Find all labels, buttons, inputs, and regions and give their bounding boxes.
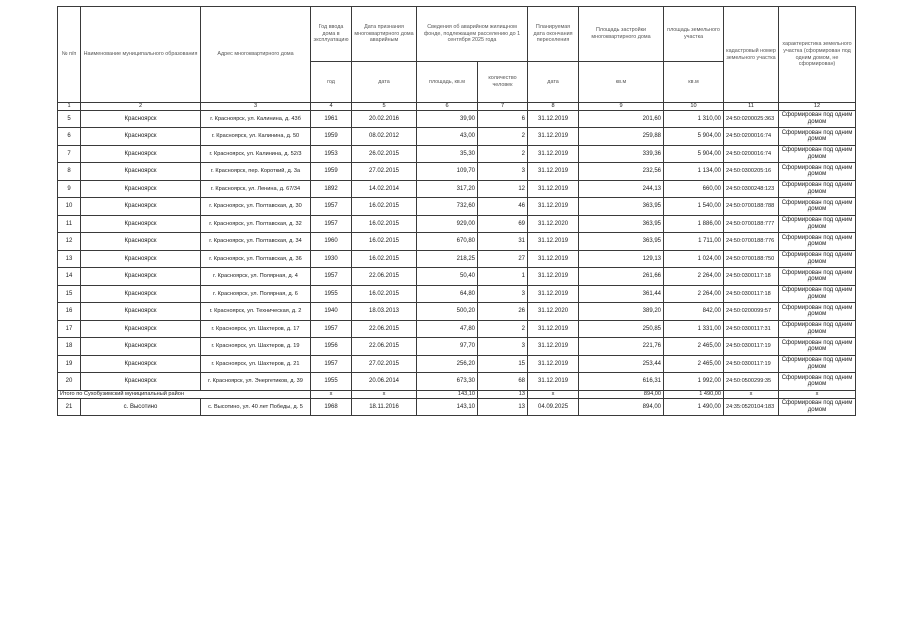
planned-date-cell: 31.12.2019 — [528, 355, 579, 373]
emergency-date-cell: 27.02.2015 — [352, 163, 417, 181]
planned-date-cell: 31.12.2019 — [528, 180, 579, 198]
row-number: 13 — [58, 250, 81, 268]
planned-date-cell: 31.12.2019 — [528, 163, 579, 181]
emergency-date-cell: 16.02.2015 — [352, 233, 417, 251]
people-cell: 12 — [478, 180, 528, 198]
total-d2: х — [528, 390, 579, 398]
total-year: х — [311, 390, 352, 398]
row-number: 16 — [58, 303, 81, 321]
table-row — [58, 303, 856, 321]
characteristic-cell: Сформирован под одним домом — [779, 180, 856, 198]
characteristic-cell: Сформирован под одним домом — [779, 128, 856, 146]
row-number: 5 — [58, 110, 81, 128]
emergency-date-cell: 14.02.2014 — [352, 180, 417, 198]
total-area: 143,10 — [417, 390, 478, 398]
building-area-cell: 129,13 — [579, 250, 664, 268]
cadastral-cell: 24:50:0700188:750 — [724, 250, 779, 268]
header-address: Адрес многоквартирного дома — [201, 7, 311, 103]
municipality-cell: Красноярск — [81, 233, 201, 251]
address-cell: г. Красноярск, ул. Шахтеров, д. 17 — [201, 320, 311, 338]
emergency-date-cell: 18.11.2016 — [352, 398, 417, 416]
plot-area-cell: 1 992,00 — [664, 373, 724, 391]
building-area-cell: 201,60 — [579, 110, 664, 128]
table-row — [58, 180, 856, 198]
municipality-cell: Красноярск — [81, 320, 201, 338]
emergency-date-cell: 22.06.2015 — [352, 338, 417, 356]
year-cell: 1930 — [311, 250, 352, 268]
municipality-cell: Красноярск — [81, 198, 201, 216]
cadastral-cell: 24:50:0700188:776 — [724, 233, 779, 251]
municipality-cell: Красноярск — [81, 268, 201, 286]
people-cell: 46 — [478, 198, 528, 216]
table-row — [58, 198, 856, 216]
area-cell: 109,70 — [417, 163, 478, 181]
year-cell: 1940 — [311, 303, 352, 321]
planned-date-cell: 31.12.2019 — [528, 233, 579, 251]
year-cell: 1957 — [311, 355, 352, 373]
address-cell: г. Красноярск, ул. Энергетиков, д. 39 — [201, 373, 311, 391]
address-cell: г. Красноярск, ул. Полтавская, д. 34 — [201, 233, 311, 251]
column-number: 10 — [664, 103, 724, 111]
cadastral-cell: 24:50:0300117:19 — [724, 355, 779, 373]
plot-area-cell: 660,00 — [664, 180, 724, 198]
municipality-cell: Красноярск — [81, 373, 201, 391]
row-number: 11 — [58, 215, 81, 233]
address-cell: г. Красноярск, ул. Полярная, д. 6 — [201, 285, 311, 303]
plot-area-cell: 2 264,00 — [664, 285, 724, 303]
header-num: № п/п — [58, 7, 81, 103]
building-area-cell: 363,95 — [579, 198, 664, 216]
area-cell: 97,70 — [417, 338, 478, 356]
characteristic-cell: Сформирован под одним домом — [779, 233, 856, 251]
municipality-cell: Красноярск — [81, 180, 201, 198]
area-cell: 218,25 — [417, 250, 478, 268]
building-area-cell: 261,66 — [579, 268, 664, 286]
cadastral-cell: 24:50:0300205:16 — [724, 163, 779, 181]
column-number: 2 — [81, 103, 201, 111]
people-cell: 2 — [478, 320, 528, 338]
header-building-area: Площадь застройки многоквартирного дома — [579, 7, 664, 62]
building-area-cell: 250,85 — [579, 320, 664, 338]
characteristic-cell: Сформирован под одним домом — [779, 320, 856, 338]
subheader-year: год — [311, 62, 352, 103]
row-number: 10 — [58, 198, 81, 216]
planned-date-cell: 31.12.2020 — [528, 303, 579, 321]
plot-area-cell: 1 134,00 — [664, 163, 724, 181]
building-area-cell: 361,44 — [579, 285, 664, 303]
year-cell: 1968 — [311, 398, 352, 416]
column-number: 6 — [417, 103, 478, 111]
table-row — [58, 320, 856, 338]
cadastral-cell: 24:50:0700188:788 — [724, 198, 779, 216]
column-number: 9 — [579, 103, 664, 111]
header-municipality: Наименование муниципального образования — [81, 7, 201, 103]
address-cell: г. Красноярск, пер. Короткий, д. 3а — [201, 163, 311, 181]
column-number: 7 — [478, 103, 528, 111]
area-cell: 673,30 — [417, 373, 478, 391]
people-cell: 6 — [478, 110, 528, 128]
planned-date-cell: 31.12.2019 — [528, 320, 579, 338]
row-number: 8 — [58, 163, 81, 181]
characteristic-cell: Сформирован под одним домом — [779, 110, 856, 128]
row-number: 7 — [58, 145, 81, 163]
table-row — [58, 268, 856, 286]
municipality-cell: с. Высотино — [81, 398, 201, 416]
subheader-date2: дата — [528, 62, 579, 103]
row-number: 14 — [58, 268, 81, 286]
header-plot-area: площадь земельного участка — [664, 7, 724, 62]
characteristic-cell: Сформирован под одним домом — [779, 373, 856, 391]
characteristic-cell: Сформирован под одним домом — [779, 285, 856, 303]
year-cell: 1957 — [311, 320, 352, 338]
table-row — [58, 355, 856, 373]
emergency-date-cell: 08.02.2012 — [352, 128, 417, 146]
address-cell: г. Красноярск, ул. Полтавская, д. 30 — [201, 198, 311, 216]
people-cell: 68 — [478, 373, 528, 391]
table-row — [58, 373, 856, 391]
emergency-date-cell: 16.02.2015 — [352, 250, 417, 268]
emergency-date-cell: 26.02.2015 — [352, 145, 417, 163]
plot-area-cell: 2 264,00 — [664, 268, 724, 286]
table-row — [58, 110, 856, 128]
row-number: 15 — [58, 285, 81, 303]
planned-date-cell: 31.12.2019 — [528, 250, 579, 268]
year-cell: 1960 — [311, 233, 352, 251]
header-cadastral: кадастровый номер земельного участка — [724, 7, 779, 103]
address-cell: г. Красноярск, ул. Шахтеров, д. 19 — [201, 338, 311, 356]
area-cell: 43,00 — [417, 128, 478, 146]
characteristic-cell: Сформирован под одним домом — [779, 355, 856, 373]
cadastral-cell: 24:50:0200099:57 — [724, 303, 779, 321]
column-number: 3 — [201, 103, 311, 111]
municipality-cell: Красноярск — [81, 338, 201, 356]
year-cell: 1957 — [311, 215, 352, 233]
year-cell: 1955 — [311, 285, 352, 303]
address-cell: г. Красноярск, ул. Полтавская, д. 32 — [201, 215, 311, 233]
area-cell: 39,90 — [417, 110, 478, 128]
cadastral-cell: 24:50:0300248:123 — [724, 180, 779, 198]
municipality-cell: Красноярск — [81, 110, 201, 128]
area-cell: 64,80 — [417, 285, 478, 303]
table-row — [58, 250, 856, 268]
emergency-date-cell: 20.02.2016 — [352, 110, 417, 128]
characteristic-cell: Сформирован под одним домом — [779, 250, 856, 268]
municipality-cell: Красноярск — [81, 250, 201, 268]
cadastral-cell: 24:50:0300117:18 — [724, 268, 779, 286]
subheader-area: площадь, кв.м — [417, 62, 478, 103]
header-residents-info: Сведения об аварийном жилищном фонде, подлежащем расселению до 1 сентября 2025 года — [417, 7, 528, 62]
characteristic-cell: Сформирован под одним домом — [779, 198, 856, 216]
row-number: 19 — [58, 355, 81, 373]
plot-area-cell: 1 886,00 — [664, 215, 724, 233]
address-cell: г. Красноярск, ул. Калинина, д. 50 — [201, 128, 311, 146]
people-cell: 2 — [478, 145, 528, 163]
cadastral-cell: 24:50:0200016:74 — [724, 145, 779, 163]
table-row — [58, 215, 856, 233]
plot-area-cell: 1 490,00 — [664, 398, 724, 416]
table-row — [58, 285, 856, 303]
people-cell: 27 — [478, 250, 528, 268]
people-cell: 69 — [478, 215, 528, 233]
row-number: 21 — [58, 398, 81, 416]
plot-area-cell: 1 310,00 — [664, 110, 724, 128]
municipality-cell: Красноярск — [81, 163, 201, 181]
header-plot-characteristic: характеристика земельного участка (сформирован под одним домом, не сформирован) — [779, 7, 856, 103]
cadastral-cell: 24:50:0300117:18 — [724, 285, 779, 303]
people-cell: 13 — [478, 398, 528, 416]
total-ppl: 13 — [478, 390, 528, 398]
building-area-cell: 221,76 — [579, 338, 664, 356]
cadastral-cell: 24:50:0200016:74 — [724, 128, 779, 146]
plot-area-cell: 2 465,00 — [664, 355, 724, 373]
emergency-date-cell: 16.02.2015 — [352, 198, 417, 216]
year-cell: 1959 — [311, 128, 352, 146]
emergency-date-cell: 16.02.2015 — [352, 285, 417, 303]
address-cell: г. Красноярск, ул. Полярная, д. 4 — [201, 268, 311, 286]
header-year-commission: Год ввода дома в эксплуатацию — [311, 7, 352, 62]
table-row — [58, 398, 856, 416]
address-cell: г. Красноярск, ул. Калинина, д. 43б — [201, 110, 311, 128]
emergency-date-cell: 20.06.2014 — [352, 373, 417, 391]
address-cell: г. Красноярск, ул. Техническая, д. 2 — [201, 303, 311, 321]
area-cell: 670,80 — [417, 233, 478, 251]
header-planned-date: Планируемая дата окончания переселения — [528, 7, 579, 62]
row-number: 18 — [58, 338, 81, 356]
plot-area-cell: 1 711,00 — [664, 233, 724, 251]
municipality-cell: Красноярск — [81, 215, 201, 233]
area-cell: 256,20 — [417, 355, 478, 373]
people-cell: 26 — [478, 303, 528, 321]
people-cell: 3 — [478, 285, 528, 303]
year-cell: 1961 — [311, 110, 352, 128]
area-cell: 35,30 — [417, 145, 478, 163]
total-label: Итого по Сухобузимский муниципальный район — [58, 390, 311, 398]
column-number-row — [58, 103, 856, 111]
header-row — [58, 7, 856, 62]
address-cell: г. Красноярск, ул. Полтавская, д. 36 — [201, 250, 311, 268]
municipality-cell: Красноярск — [81, 145, 201, 163]
emergency-date-cell: 22.06.2015 — [352, 268, 417, 286]
column-number: 12 — [779, 103, 856, 111]
row-number: 9 — [58, 180, 81, 198]
planned-date-cell: 31.12.2019 — [528, 285, 579, 303]
people-cell: 2 — [478, 128, 528, 146]
planned-date-cell: 31.12.2019 — [528, 198, 579, 216]
year-cell: 1957 — [311, 268, 352, 286]
people-cell: 15 — [478, 355, 528, 373]
cadastral-cell: 24:35:0520104:183 — [724, 398, 779, 416]
planned-date-cell: 31.12.2019 — [528, 373, 579, 391]
plot-area-cell: 1 540,00 — [664, 198, 724, 216]
header-date-emergency: Дата признания многоквартирного дома аварийным — [352, 7, 417, 62]
area-cell: 317,20 — [417, 180, 478, 198]
table-row — [58, 338, 856, 356]
emergency-date-cell: 27.02.2015 — [352, 355, 417, 373]
plot-area-cell: 5 904,00 — [664, 128, 724, 146]
row-number: 20 — [58, 373, 81, 391]
characteristic-cell: Сформирован под одним домом — [779, 338, 856, 356]
characteristic-cell: Сформирован под одним домом — [779, 268, 856, 286]
year-cell: 1892 — [311, 180, 352, 198]
total-row — [58, 390, 856, 398]
address-cell: с. Высотино, ул. 40 лет Победы, д. 5 — [201, 398, 311, 416]
total-parea: 1 490,00 — [664, 390, 724, 398]
building-area-cell: 259,88 — [579, 128, 664, 146]
year-cell: 1956 — [311, 338, 352, 356]
column-number: 11 — [724, 103, 779, 111]
table-row — [58, 163, 856, 181]
row-number: 12 — [58, 233, 81, 251]
year-cell: 1953 — [311, 145, 352, 163]
building-area-cell: 232,56 — [579, 163, 664, 181]
planned-date-cell: 31.12.2019 — [528, 128, 579, 146]
total-cad: х — [724, 390, 779, 398]
building-area-cell: 616,31 — [579, 373, 664, 391]
column-number: 4 — [311, 103, 352, 111]
building-area-cell: 894,00 — [579, 398, 664, 416]
plot-area-cell: 1 331,00 — [664, 320, 724, 338]
housing-table — [57, 6, 856, 416]
cadastral-cell: 24:50:0500299:35 — [724, 373, 779, 391]
emergency-date-cell: 22.06.2015 — [352, 320, 417, 338]
subheader-date: дата — [352, 62, 417, 103]
column-number: 1 — [58, 103, 81, 111]
table-row — [58, 128, 856, 146]
municipality-cell: Красноярск — [81, 128, 201, 146]
municipality-cell: Красноярск — [81, 285, 201, 303]
people-cell: 3 — [478, 163, 528, 181]
building-area-cell: 253,44 — [579, 355, 664, 373]
total-d1: х — [352, 390, 417, 398]
planned-date-cell: 31.12.2019 — [528, 268, 579, 286]
row-number: 17 — [58, 320, 81, 338]
column-number: 5 — [352, 103, 417, 111]
cadastral-cell: 24:50:0200025:363 — [724, 110, 779, 128]
area-cell: 500,20 — [417, 303, 478, 321]
address-cell: г. Красноярск, ул. Ленина, д. 67/34 — [201, 180, 311, 198]
area-cell: 143,10 — [417, 398, 478, 416]
building-area-cell: 363,95 — [579, 215, 664, 233]
row-number: 6 — [58, 128, 81, 146]
subheader-sqm2: кв.м — [664, 62, 724, 103]
people-cell: 31 — [478, 233, 528, 251]
address-cell: г. Красноярск, ул. Шахтеров, д. 21 — [201, 355, 311, 373]
building-area-cell: 339,36 — [579, 145, 664, 163]
building-area-cell: 363,95 — [579, 233, 664, 251]
characteristic-cell: Сформирован под одним домом — [779, 163, 856, 181]
building-area-cell: 389,20 — [579, 303, 664, 321]
year-cell: 1957 — [311, 198, 352, 216]
characteristic-cell: Сформирован под одним домом — [779, 303, 856, 321]
planned-date-cell: 04.09.2025 — [528, 398, 579, 416]
table-row — [58, 233, 856, 251]
emergency-date-cell: 16.02.2015 — [352, 215, 417, 233]
area-cell: 732,60 — [417, 198, 478, 216]
address-cell: г. Красноярск, ул. Калинина, д. 52/3 — [201, 145, 311, 163]
cadastral-cell: 24:50:0300117:31 — [724, 320, 779, 338]
planned-date-cell: 31.12.2020 — [528, 215, 579, 233]
column-number: 8 — [528, 103, 579, 111]
area-cell: 929,00 — [417, 215, 478, 233]
plot-area-cell: 842,00 — [664, 303, 724, 321]
subheader-sqm: кв.м — [579, 62, 664, 103]
municipality-cell: Красноярск — [81, 355, 201, 373]
building-area-cell: 244,13 — [579, 180, 664, 198]
plot-area-cell: 2 465,00 — [664, 338, 724, 356]
total-barea: 894,00 — [579, 390, 664, 398]
emergency-date-cell: 18.03.2013 — [352, 303, 417, 321]
characteristic-cell: Сформирован под одним домом — [779, 398, 856, 416]
year-cell: 1955 — [311, 373, 352, 391]
year-cell: 1959 — [311, 163, 352, 181]
area-cell: 50,40 — [417, 268, 478, 286]
cadastral-cell: 24:50:0700188:777 — [724, 215, 779, 233]
characteristic-cell: Сформирован под одним домом — [779, 145, 856, 163]
plot-area-cell: 5 904,00 — [664, 145, 724, 163]
municipality-cell: Красноярск — [81, 303, 201, 321]
planned-date-cell: 31.12.2019 — [528, 338, 579, 356]
planned-date-cell: 31.12.2019 — [528, 110, 579, 128]
planned-date-cell: 31.12.2019 — [528, 145, 579, 163]
characteristic-cell: Сформирован под одним домом — [779, 215, 856, 233]
people-cell: 3 — [478, 338, 528, 356]
plot-area-cell: 1 024,00 — [664, 250, 724, 268]
cadastral-cell: 24:50:0300117:19 — [724, 338, 779, 356]
people-cell: 1 — [478, 268, 528, 286]
total-ch: х — [779, 390, 856, 398]
table-row — [58, 145, 856, 163]
area-cell: 47,80 — [417, 320, 478, 338]
subheader-people: количество человек — [478, 62, 528, 103]
